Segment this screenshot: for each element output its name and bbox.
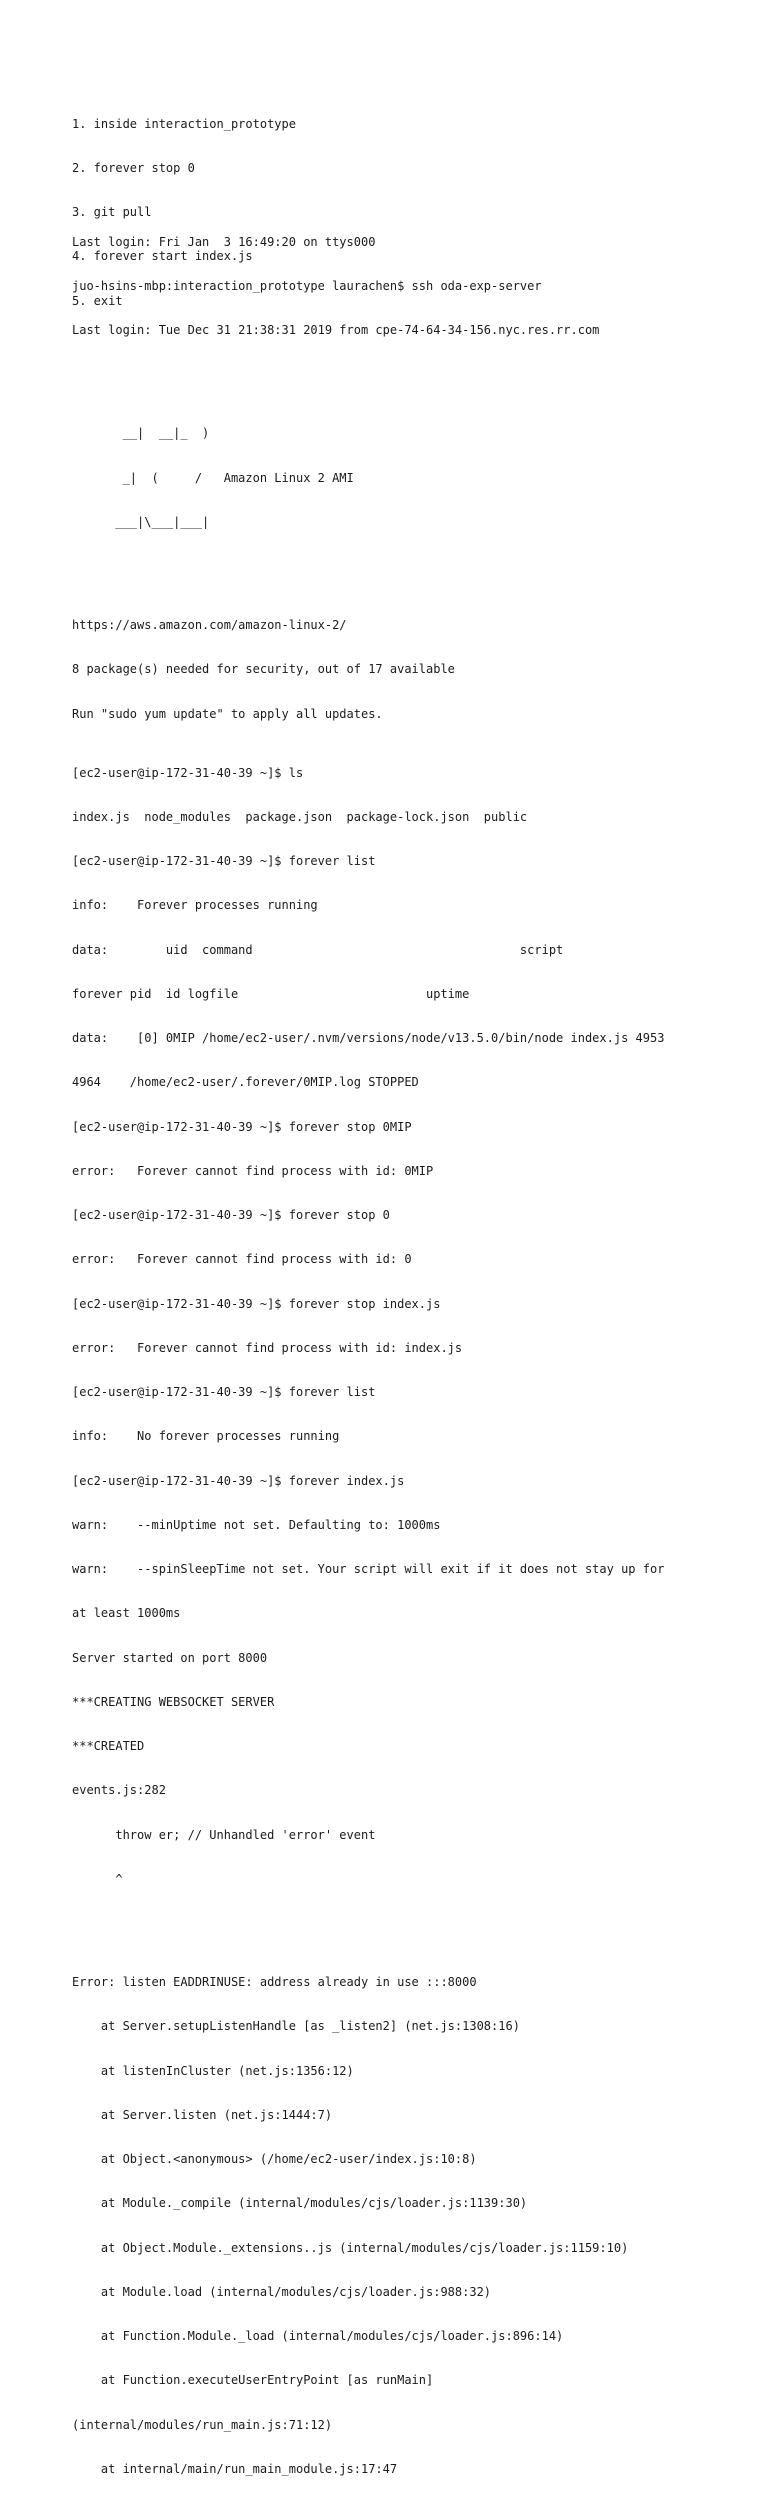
step-item: 2. forever stop 0 [72, 160, 195, 175]
motd-line: https://aws.amazon.com/amazon-linux-2/ [72, 618, 347, 632]
terminal-line: info: Forever processes running [72, 898, 318, 913]
terminal-line: at least 1000ms [72, 1606, 181, 1621]
terminal-line: forever pid id logfile uptime [72, 986, 470, 1001]
motd-line: 8 package(s) needed for security, out of 17 available [72, 662, 455, 677]
error-trace-line: at Object.Module._extensions..js (internal/modules/cjs/loader.js:1159:10) [72, 2240, 629, 2255]
terminal-line: ***CREATING WEBSOCKET SERVER [72, 1694, 275, 1709]
ascii-banner-line: _| ( / Amazon Linux 2 AMI [72, 470, 354, 485]
error-trace-line: at Function.executeUserEntryPoint [as runMain] [72, 2373, 434, 2388]
ascii-banner-line: ___|\___|___| [72, 514, 210, 529]
terminal-line: error: Forever cannot find process with id: 0MIP [72, 1163, 434, 1178]
terminal-line: Server started on port 8000 [72, 1650, 268, 1665]
terminal-line: data: uid command script [72, 942, 564, 957]
terminal-line: error: Forever cannot find process with id: index.js [72, 1340, 463, 1355]
step-item: 1. inside interaction_prototype [72, 116, 296, 131]
terminal-line: index.js node_modules package.json package-lock.json public [72, 809, 528, 824]
terminal-line: [ec2-user@ip-172-31-40-39 ~]$ forever list [72, 854, 376, 868]
terminal-line: [ec2-user@ip-172-31-40-39 ~]$ forever stop 0 [72, 1208, 390, 1222]
terminal-line: data: [0] 0MIP /home/ec2-user/.nvm/versions/node/v13.5.0/bin/node index.js 4953 [72, 1031, 665, 1045]
step-item: 3. git pull [72, 205, 152, 219]
terminal-line: warn: --spinSleepTime not set. Your script will exit if it does not stay up for [72, 1562, 665, 1576]
error-trace-line: at Function.Module._load (internal/modules/cjs/loader.js:896:14) [72, 2329, 564, 2343]
terminal-line: [ec2-user@ip-172-31-40-39 ~]$ forever stop 0MIP [72, 1119, 412, 1134]
login-local-line: Last login: Fri Jan 3 16:49:20 on ttys000 [72, 234, 376, 249]
terminal-line: [ec2-user@ip-172-31-40-39 ~]$ forever list [72, 1385, 376, 1399]
error-trace-line: at Object.<anonymous> (/home/ec2-user/index.js:10:8) [72, 2152, 477, 2166]
terminal-line: info: No forever processes running [72, 1429, 340, 1444]
error-trace-line: at Server.setupListenHandle [as _listen2] (net.js:1308:16) [72, 2019, 520, 2034]
terminal-line: ***CREATED [72, 1739, 145, 1753]
error-trace-line: at Module._compile (internal/modules/cjs/loader.js:1139:30) [72, 2196, 528, 2211]
error-trace-line: at listenInCluster (net.js:1356:12) [72, 2063, 354, 2078]
terminal-line: [ec2-user@ip-172-31-40-39 ~]$ forever index.js [72, 1473, 405, 1488]
blank-line [72, 367, 664, 382]
terminal-line: [ec2-user@ip-172-31-40-39 ~]$ forever stop index.js [72, 1296, 441, 1311]
terminal-line: 4964 /home/ec2-user/.forever/0MIP.log STOPPED [72, 1075, 419, 1090]
error-trace-line: at internal/main/run_main_module.js:17:47 [72, 2461, 398, 2476]
terminal-line: ^ [72, 1871, 123, 1886]
error-trace-line: Error: listen EADDRINUSE: address already in use :::8000 [72, 1975, 477, 1989]
error-trace-line: at Module.load (internal/modules/cjs/loader.js:988:32) [72, 2284, 492, 2299]
blank-line [72, 1916, 664, 1931]
login-remote-line: Last login: Tue Dec 31 21:38:31 2019 from cpe-74-64-34-156.nyc.res.rr.com [72, 323, 600, 337]
terminal-line: events.js:282 [72, 1783, 166, 1798]
ssh-command-line: juo-hsins-mbp:interaction_prototype laurachen$ ssh oda-exp-server [72, 278, 542, 293]
step-item: 5. exit [72, 293, 123, 308]
terminal-line: error: Forever cannot find process with id: 0 [72, 1252, 412, 1267]
blank-line [72, 559, 664, 574]
terminal-transcript [72, 205, 664, 2506]
error-trace-line: (internal/modules/run_main.js:71:12) [72, 2417, 333, 2432]
terminal-line: [ec2-user@ip-172-31-40-39 ~]$ ls [72, 765, 304, 780]
terminal-line: warn: --minUptime not set. Defaulting to: 1000ms [72, 1517, 441, 1532]
step-item: 4. forever start index.js [72, 249, 253, 264]
ascii-banner-line: __| __|_ ) [72, 426, 210, 441]
error-trace-line: at Server.listen (net.js:1444:7) [72, 2107, 333, 2122]
terminal-line: throw er; // Unhandled 'error' event [72, 1827, 376, 1842]
motd-line: Run "sudo yum update" to apply all updates. [72, 706, 383, 721]
